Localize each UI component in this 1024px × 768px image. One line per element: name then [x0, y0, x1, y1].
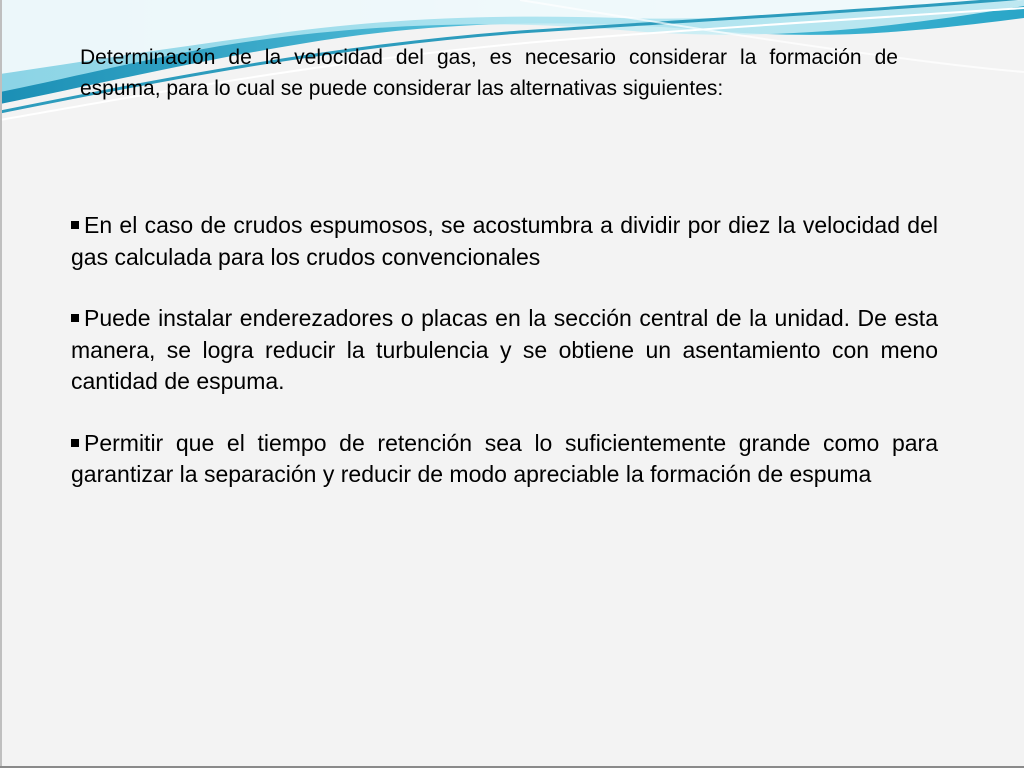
list-item [71, 428, 938, 491]
square-bullet-icon [71, 314, 79, 322]
square-bullet-icon [71, 439, 79, 447]
bullet-text: En el caso de crudos espumosos, se acostumbra a dividir por diez la velocidad del gas calculada para los crudos convencionales [71, 212, 938, 270]
left-border [0, 0, 2, 768]
square-bullet-icon [71, 221, 79, 229]
bullet-text: Permitir que el tiempo de retención sea lo suficientemente grande como para garantizar la separación y reducir de modo apreciable la formación de espuma [71, 429, 938, 487]
bullet-list [71, 210, 938, 521]
bullet-text: Puede instalar enderezadores o placas en la sección central de la unidad. De esta manera, se logra reducir la turbulencia y se obtiene un asentamiento con meno cantidad de espuma. [71, 305, 938, 394]
list-item [71, 210, 938, 273]
intro-paragraph: Determinación de la velocidad del gas, es necesario considerar la formación de espuma, para lo cual se puede considerar las alternativas siguientes: [80, 46, 898, 100]
list-item [71, 303, 938, 398]
